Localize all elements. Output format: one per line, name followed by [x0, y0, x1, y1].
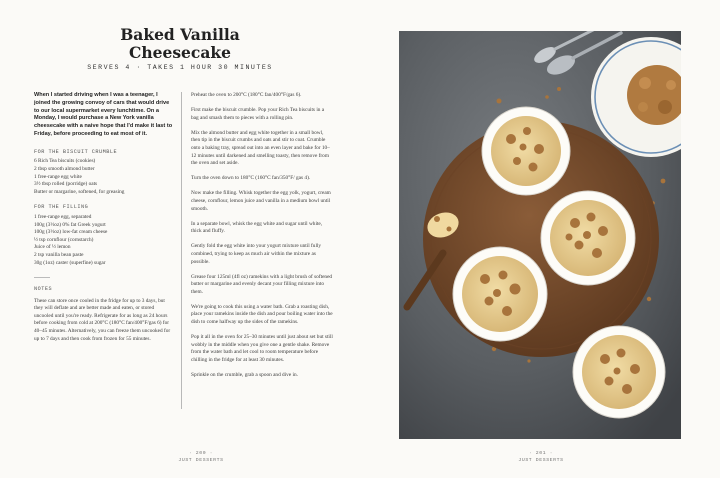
method-column: [191, 92, 333, 387]
filling-heading: FOR THE FILLING: [34, 204, 89, 211]
method-step: Pop it all in the oven for 25–30 minutes until just about set but still wobbly in the middle when you give one a gentle shake. Remove from the water bath and let cool to room temperature before chilling in the fridge for at least 30 minutes.: [191, 334, 333, 363]
page-number: · 201 ·: [528, 451, 554, 456]
method-step: First make the biscuit crumble. Pop your Rich Tea biscuits in a bag and smash them to pieces with a rolling pin.: [191, 107, 325, 121]
method-step: Now make the filling. Whisk together the egg yolk, yogurt, cream cheese, cornflour, lemon juice and vanilla in a medium bowl until smooth.: [191, 190, 331, 212]
filling-ingredient: 100g (3½oz) 0% fat Greek yogurt: [34, 221, 106, 228]
ramekin-icon: [482, 107, 570, 195]
crumble-ingredient: 6 Rich Tea biscuits (cookies): [34, 158, 96, 165]
crumble-ingredient: Butter or margarine, softened, for greasing: [34, 188, 125, 195]
crumble-ingredient: 2 tbsp smooth almond butter: [34, 165, 95, 172]
crumble-heading: FOR THE BISCUIT CRUMBLE: [34, 148, 118, 155]
filling-ingredient: 100g (3½oz) low-fat cream cheese: [34, 229, 108, 236]
filling-ingredient: 30g (1oz) caster (superfine) sugar: [34, 259, 106, 266]
left-column: [34, 92, 174, 343]
notes-divider: [34, 277, 50, 278]
food-photo-illustration: [399, 31, 681, 439]
cheesecake-filling-icon: [491, 116, 561, 186]
method-step: We're going to cook this using a water bath. Grab a roasting dish, place your ramekins inside the dish and pour boiling water into the dish to come halfway up the sides of the ramekins.: [191, 303, 333, 326]
left-page-footer: [161, 450, 241, 464]
filling-ingredient: 2 tsp vanilla bean paste: [34, 251, 84, 258]
recipe-title: [0, 26, 360, 62]
crumble-ingredient: 3½ tbsp rolled (porridge) oats: [34, 181, 98, 188]
intro-paragraph: When I started driving when I was a teenager, I joined the growing convoy of cars that would drive to our local supermarket every lunchtime. On a Monday, I would purchase a New York vanilla cheesecake with a naive hope that I'd make it last to Friday, before proceeding to eat most of it.: [34, 92, 173, 137]
crumble-ingredient: 1 free-range egg white: [34, 173, 82, 180]
recipe-title-line-1: Baked Vanilla: [120, 25, 240, 44]
section-name: JUST DESSERTS: [518, 458, 564, 463]
method-step: Grease four 125ml (4fl oz) ramekins with a light brush of softened butter or margarine and evenly decant your filling mixture into them.: [191, 273, 333, 295]
serves-line: SERVES 4 · TAKES 1 HOUR 30 MINUTES: [87, 64, 273, 71]
ramekin-icon: [541, 191, 635, 285]
recipe-title-line-2: Cheesecake: [129, 43, 231, 62]
right-page-footer: [501, 450, 581, 464]
notes-paragraph: These can store once cooled in the fridge for up to 3 days, but they will deflate and are better made and eaten, or stored uncooled until you're ready. Refrigerate for as long as 24 hours before cooking from cold at 200°C (180°C fan/400°F/gas 6) for 40–45 minutes. Alternatively, you can freeze them uncooked for up to 7 days and then cook from frozen for 55 minutes.: [34, 297, 171, 342]
method-step: Turn the oven down to 180°C (160°C fan/350°F/ gas 4).: [191, 175, 311, 182]
method-step: In a separate bowl, whisk the egg white and sugar until white, thick and fluffy.: [191, 220, 323, 235]
filling-ingredient: Juice of ½ lemon: [34, 244, 71, 251]
notes-heading: NOTES: [34, 286, 53, 293]
column-divider: [181, 92, 182, 409]
section-name: JUST DESSERTS: [178, 458, 224, 463]
filling-ingredient: 1 free-range egg, separated: [34, 213, 92, 220]
page-number: · 200 ·: [188, 451, 214, 456]
filling-ingredient: ½ tsp cornflour (cornstarch): [34, 236, 94, 243]
method-step: Mix the almond butter and egg white together in a small bowl, then tip in the biscuit crumbs and oats and stir to coat. Crumble onto a baking tray, spread out into an even layer and bake for 10–12 minutes until darkened and smelling toasty, then remove from the oven and set aside.: [191, 129, 330, 167]
ramekin-icon: [573, 326, 665, 418]
ramekin-icon: [453, 247, 547, 341]
method-step: Gently fold the egg white into your yogurt mixture until fully combined, trying to keep as much air within the mixture as possible.: [191, 243, 322, 265]
method-step: Sprinkle on the crumble, grab a spoon and dive in.: [191, 372, 298, 379]
cheesecake-photo: [399, 31, 681, 439]
method-step: Preheat the oven to 200°C (180°C fan/400°F/gas 6).: [191, 92, 302, 98]
